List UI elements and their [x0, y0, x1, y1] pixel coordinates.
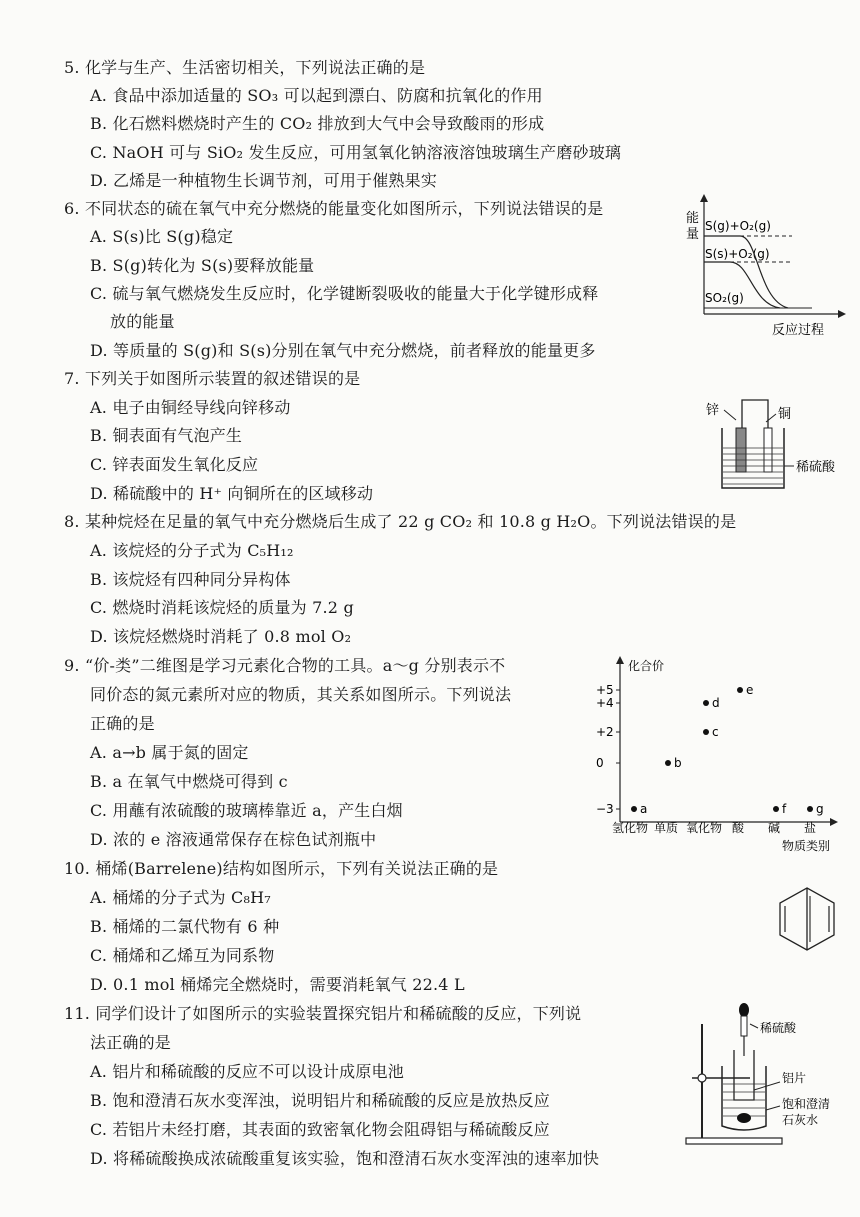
q5-option-a: A. 食品中添加适量的 SO₃ 可以起到漂白、防腐和抗氧化的作用 — [90, 86, 543, 105]
valence-tick-label: +5 — [596, 683, 614, 697]
point-label-e: e — [746, 683, 754, 697]
level-mid-label: S(s)+O₂(g) — [705, 247, 770, 261]
figure-al-label: 铝片 — [782, 1071, 807, 1085]
q9-option-c: C. 用蘸有浓硫酸的玻璃棒靠近 a，产生白烟 — [90, 801, 403, 820]
q7-option-c: C. 锌表面发生氧化反应 — [90, 455, 259, 474]
category-tick-label: 氧化物 — [686, 821, 723, 835]
q6-option-c: C. 硫与氧气燃烧发生反应时，化学键断裂吸收的能量大于化学键形成释 — [90, 284, 599, 303]
q9-option-b: B. a 在氧气中燃烧可得到 c — [90, 772, 288, 791]
q10-option-d: D. 0.1 mol 桶烯完全燃烧时，需要消耗氧气 22.4 L — [90, 975, 465, 994]
energy-axis-label-2: 量 — [686, 227, 700, 242]
category-tick-label: 氢化物 — [612, 821, 649, 835]
q7-option-a: A. 电子由铜经导线向锌移动 — [90, 398, 291, 417]
category-tick-label: 酸 — [732, 821, 745, 835]
q5-stem: 5. 化学与生产、生活密切相关，下列说法正确的是 — [64, 58, 426, 77]
aluminium-experiment-figure — [682, 1000, 850, 1150]
q7-stem: 7. 下列关于如图所示装置的叙述错误的是 — [64, 369, 361, 388]
figure-acid-label: 稀硫酸 — [760, 1021, 797, 1035]
point-e — [737, 687, 743, 693]
valence-tick-label: −3 — [596, 802, 614, 816]
q6-option-c-cont: 放的能量 — [110, 312, 175, 331]
q7-option-d: D. 稀硫酸中的 H⁺ 向铜所在的区域移动 — [90, 484, 374, 503]
zinc-label: 锌 — [706, 403, 720, 418]
category-tick-label: 碱 — [768, 821, 781, 835]
point-d — [703, 700, 709, 706]
q5-option-d: D. 乙烯是一种植物生长调节剂，可用于催熟果实 — [90, 171, 438, 190]
reaction-process-label: 反应过程 — [772, 323, 825, 338]
point-g — [807, 806, 813, 812]
point-label-a: a — [640, 802, 648, 816]
valence-tick-label: +4 — [596, 696, 614, 710]
point-label-b: b — [674, 756, 682, 770]
q6-option-b: B. S(g)转化为 S(s)要释放能量 — [90, 256, 315, 275]
figure-lime-label-1: 饱和澄清 — [782, 1097, 831, 1111]
point-f — [773, 806, 779, 812]
level-top-label: S(g)+O₂(g) — [705, 219, 771, 233]
q11-stem: 11. 同学们设计了如图所示的实验装置探究铝片和稀硫酸的反应，下列说 — [64, 1004, 582, 1023]
class-axis-title: 物质类别 — [782, 839, 831, 853]
point-c — [703, 729, 709, 735]
q11-option-b: B. 饱和澄清石灰水变浑浊，说明铝片和稀硫酸的反应是放热反应 — [90, 1091, 550, 1110]
q9-stem-cont-1: 同价态的氮元素所对应的物质，其关系如图所示。下列说法 — [90, 685, 512, 704]
q8-option-c: C. 燃烧时消耗该烷烃的质量为 7.2 g — [90, 598, 354, 617]
q11-option-d: D. 将稀硫酸换成浓硫酸重复该实验，饱和澄清石灰水变浑浊的速率加快 — [90, 1149, 600, 1168]
q10-option-c: C. 桶烯和乙烯互为同系物 — [90, 946, 275, 965]
valence-tick-label: +2 — [596, 725, 614, 739]
q10-option-a: A. 桶烯的分子式为 C₈H₇ — [90, 888, 271, 907]
category-tick-label: 单质 — [654, 821, 679, 835]
q6-option-d: D. 等质量的 S(g)和 S(s)分别在氧气中充分燃烧，前者释放的能量更多 — [90, 341, 596, 360]
energy-axis-label-1: 能 — [686, 211, 700, 226]
q8-option-d: D. 该烷烃燃烧时消耗了 0.8 mol O₂ — [90, 627, 352, 646]
q10-option-b: B. 桶烯的二氯代物有 6 种 — [90, 917, 280, 936]
q8-option-a: A. 该烷烃的分子式为 C₅H₁₂ — [90, 541, 294, 560]
valence-axis-title: 化合价 — [628, 659, 665, 673]
point-label-d: d — [712, 696, 720, 710]
valence-tick-label: 0 — [596, 756, 604, 770]
q11-stem-cont: 法正确的是 — [90, 1033, 172, 1052]
q9-option-d: D. 浓的 e 溶液通常保存在棕色试剂瓶中 — [90, 830, 377, 849]
figure-lime-label-2: 石灰水 — [782, 1113, 819, 1127]
level-bottom-label: SO₂(g) — [705, 291, 744, 305]
point-label-g: g — [816, 802, 824, 816]
q8-option-b: B. 该烷烃有四种同分异构体 — [90, 570, 291, 589]
galvanic-cell-figure — [700, 394, 850, 496]
q9-option-a: A. a→b 属于氮的固定 — [90, 743, 249, 762]
q9-stem: 9. “价-类”二维图是学习元素化合物的工具。a～g 分别表示不 — [64, 656, 506, 675]
q5-option-c: C. NaOH 可与 SiO₂ 发生反应，可用氢氧化钠溶液溶蚀玻璃生产磨砂玻璃 — [90, 143, 622, 162]
point-a — [631, 806, 637, 812]
point-label-c: c — [712, 725, 719, 739]
q7-option-b: B. 铜表面有气泡产生 — [90, 426, 243, 445]
q11-option-c: C. 若铝片未经打磨，其表面的致密氧化物会阻碍铝与稀硫酸反应 — [90, 1120, 550, 1139]
q9-stem-cont-2: 正确的是 — [90, 714, 155, 733]
energy-diagram — [680, 192, 850, 342]
q6-option-a: A. S(s)比 S(g)稳定 — [90, 227, 234, 246]
q5-option-b: B. 化石燃料燃烧时产生的 CO₂ 排放到大气中会导致酸雨的形成 — [90, 114, 545, 133]
q10-stem: 10. 桶烯(Barrelene)结构如图所示，下列有关说法正确的是 — [64, 859, 499, 878]
barrelene-structure — [774, 884, 840, 956]
category-tick-label: 盐 — [804, 821, 817, 835]
point-b — [665, 760, 671, 766]
q11-option-a: A. 铝片和稀硫酸的反应不可以设计成原电池 — [90, 1062, 404, 1081]
point-label-f: f — [782, 802, 787, 816]
valence-class-chart — [594, 650, 850, 858]
q8-stem: 8. 某种烷烃在足量的氧气中充分燃烧后生成了 22 g CO₂ 和 10.8 g H₂O。下列说法错误的是 — [64, 512, 737, 531]
acid-label: 稀硫酸 — [796, 460, 836, 475]
copper-label: 铜 — [778, 407, 792, 422]
q6-stem: 6. 不同状态的硫在氧气中充分燃烧的能量变化如图所示，下列说法错误的是 — [64, 199, 604, 218]
